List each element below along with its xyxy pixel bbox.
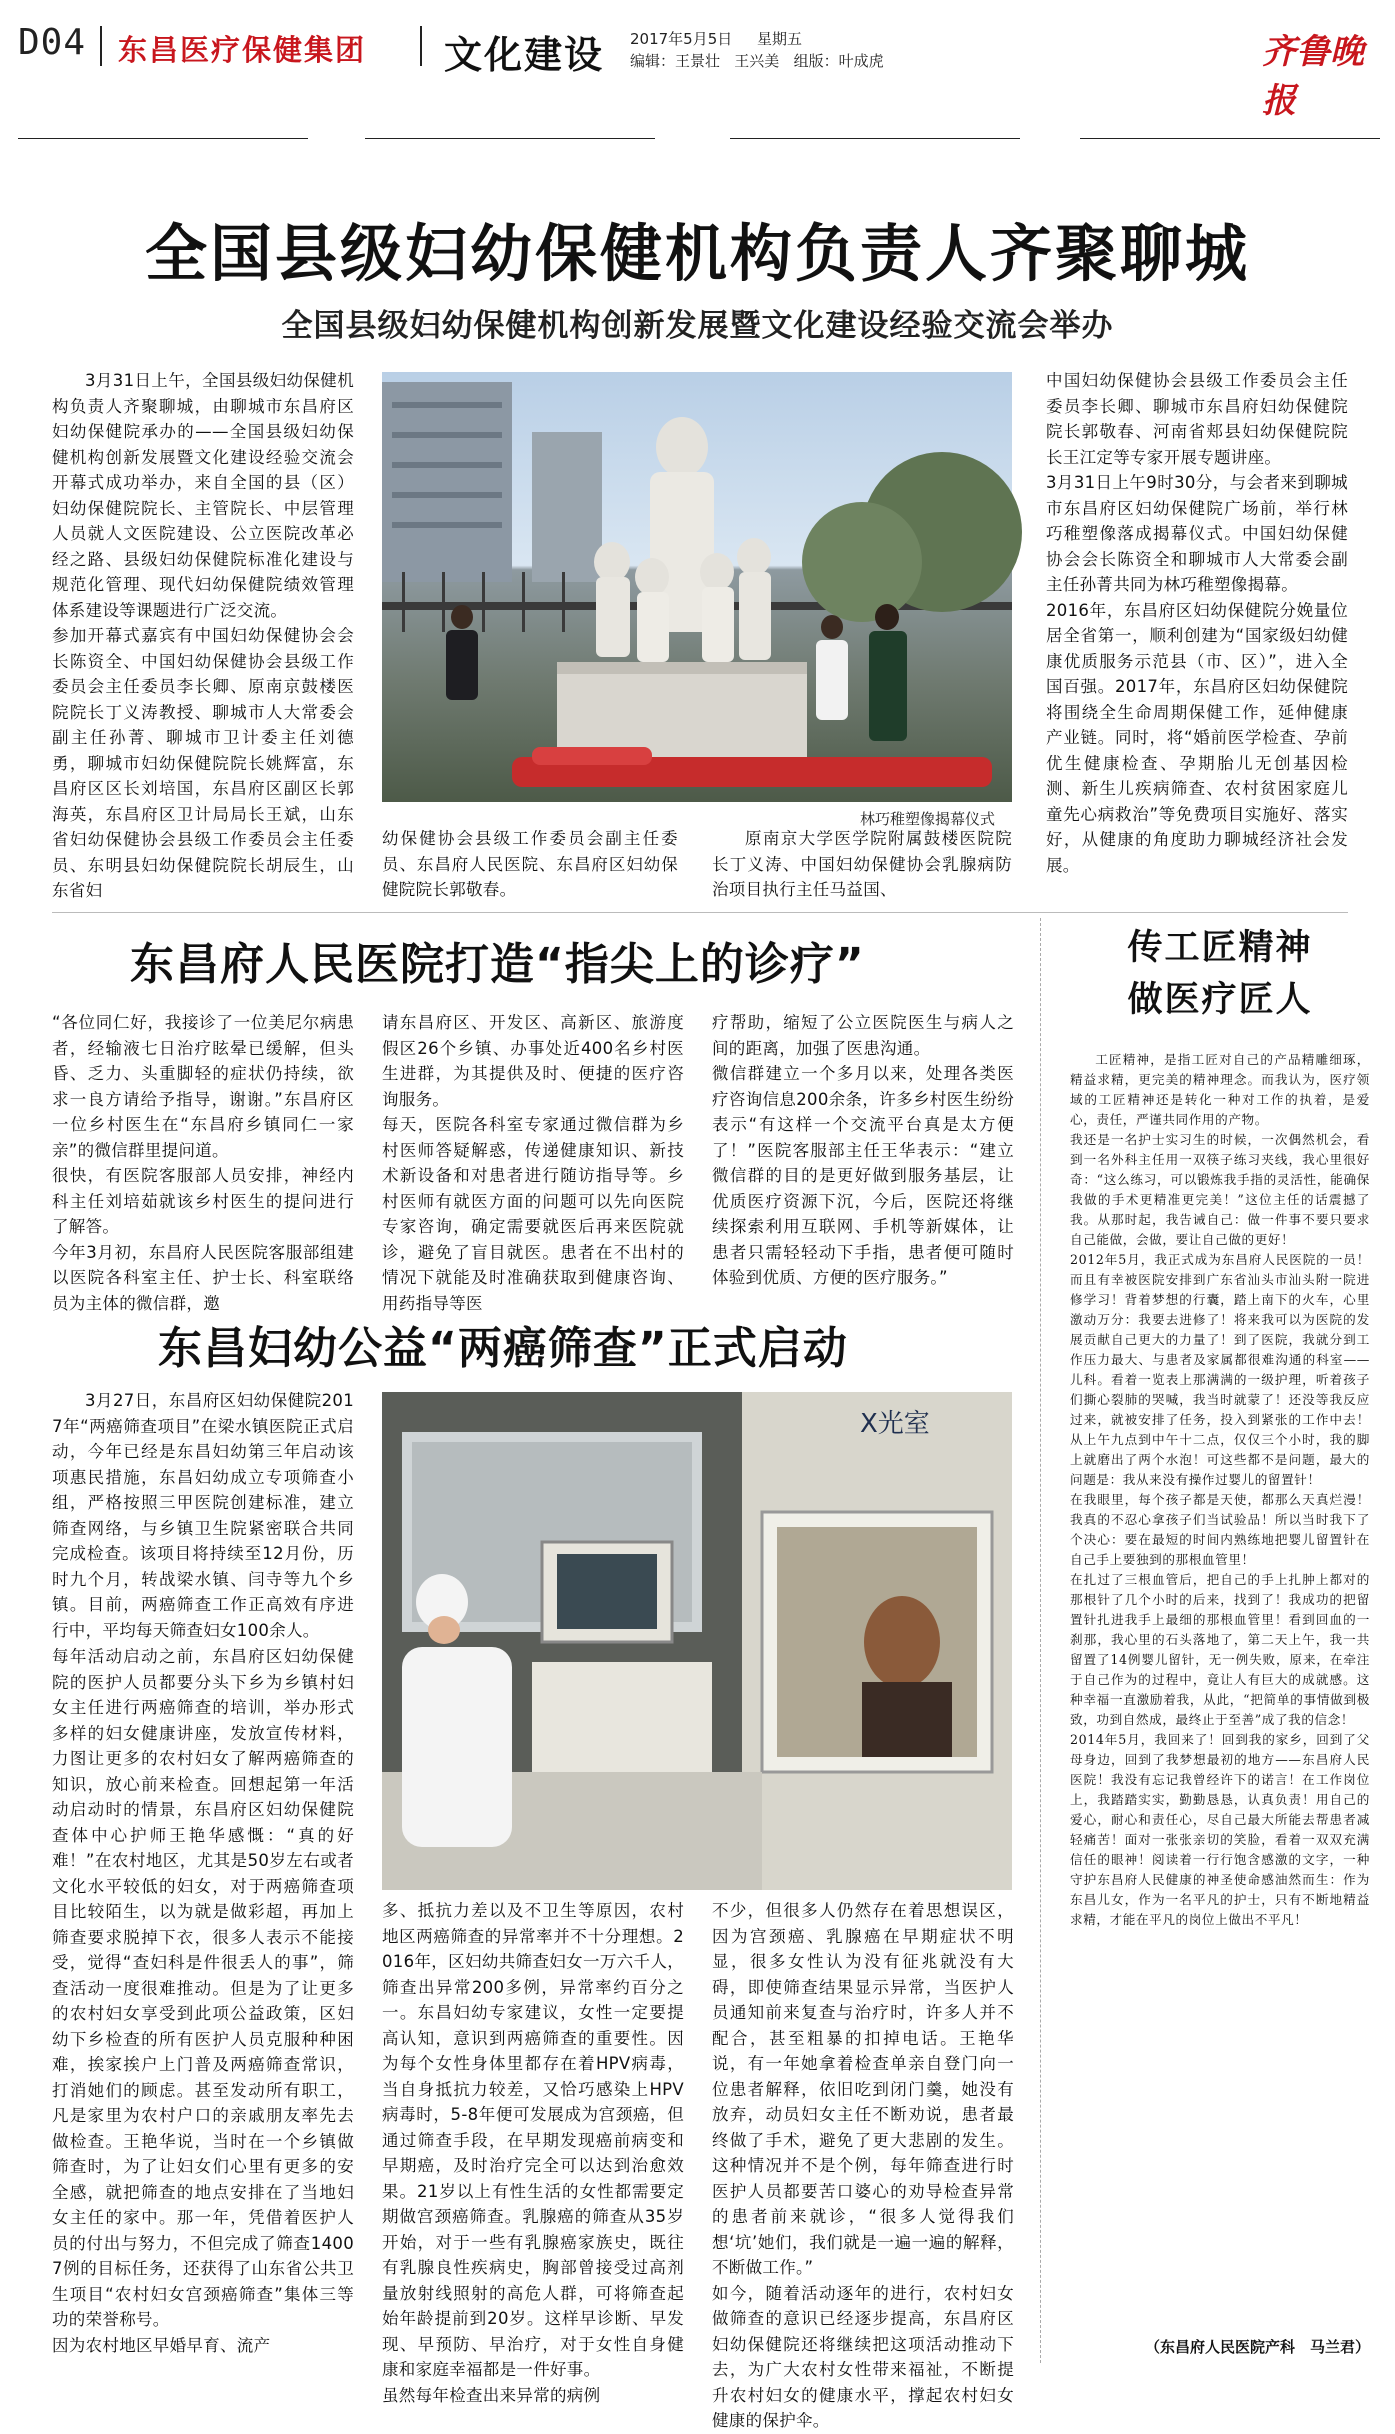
sidebar-headline-line2: 做医疗匠人 (1127, 980, 1313, 1020)
article1-bottom-rule (52, 912, 1348, 913)
article1-col4: 中国妇幼保健协会县级工作委员会主任委员李长卿、聊城市东昌府妇幼保健院院长郭敬春、河南省郏县妇幼保健院院长王江定等专家开展专题讲座。 3月31日上午9时30分，与会者来到聊城市东昌府区妇幼保健院广场前，举行林巧稚塑像落成揭幕仪式。中国妇幼保健协会会长陈资全和聊城市人大常委会副主任孙菁共同为林巧稚塑像揭幕。 2016年，东昌府区妇幼保健院分娩量位居全省第一，顺利创建为“国家级妇幼健康优质服务示范县（市、区）”，进入全国百强。2017年，东昌府区妇幼保健院将围绕全生命周期保健工作，延伸健康产业链。同时，将“婚前医学检查、孕前优生健康检查、孕期胎儿无创基因检测、新生儿疾病筛查、农村贫困家庭儿童先心病救治”等免费项目实施好、落实好，从健康的角度助力聊城经济社会发展。 (1046, 371, 1348, 875)
xray-room-sign: X光室 (860, 1409, 930, 1439)
article3-col2: 多、抵抗力差以及不卫生等原因，农村地区两癌筛查的异常率并不十分理想。2016年，区妇幼共筛查妇女一万六千人，筛查出异常200多例，异常率约百分之一。东昌妇幼专家建议，女性一定要提高认知，意识到两癌筛查的重要性。因为每个女性身体里都存在着HPV病毒，当自身抵抗力较差，又恰巧感染上HPV病毒时，5-8年便可发展成为宫颈癌，但通过筛查手段，在早期发现癌前病变和早期癌，及时治疗完全可以达到治愈效果。21岁以上有性生活的女性都需要定期做宫颈癌筛查。乳腺癌的筛查从35岁开始，对于一些有乳腺癌家族史，既往有乳腺良性疾病史，胸部曾接受过高剂量放射线照射的高危人群，可将筛查起始年龄提前到20岁。这样早诊断、早发现、早预防、早治疗，对于女性自身健康和家庭幸福都是一件好事。 虽然每年检查出来异常的病例 (382, 1901, 684, 2405)
section-brand: 东昌医疗保健集团 (118, 33, 367, 67)
paper-name-logo: 齐鲁晚报 (1262, 32, 1364, 121)
article3-headline: 东昌妇幼公益“两癌筛查”正式启动 (158, 1323, 848, 1374)
sidebar-headline-line1: 传工匠精神 (1127, 928, 1313, 968)
article1-subhead: 全国县级妇幼保健机构创新发展暨文化建设经验交流会举办 (281, 308, 1114, 344)
masthead-rule-1 (18, 138, 308, 139)
article2-col1: “各位同仁好，我接诊了一位美尼尔病患者，经输液七日治疗眩晕已缓解，但头昏、乏力、头重脚轻的症状仍持续，欲求一良方请给予指导，谢谢。”东昌府区一位乡村医生在“东昌府乡镇同仁一家亲”的微信群里提问道。 很快，有医院客服部人员安排，神经内科主任刘培茹就该乡村医生的提问进行了解答。 今年3月初，东昌府人民医院客服部组建以医院各科室主任、护士长、科室联络员为主体的微信群，邀 (52, 1013, 354, 1313)
editors-line: 编辑：王景壮 王兴美 组版：叶成虎 (630, 52, 884, 70)
article1-col1: 3月31日上午，全国县级妇幼保健机构负责人齐聚聊城，由聊城市东昌府区妇幼保健院承办的——全国县级妇幼保健机构创新发展暨文化建设经验交流会开幕式成功举办，来自全国的县（区）妇幼保健院院长、主管院长、中层管理人员就人文医院建设、公立医院改革必经之路、县级妇幼保健院标准化建设与规范化管理、现代妇幼保健院绩效管理体系建设等课题进行广泛交流。 参加开幕式嘉宾有中国妇幼保健协会会长陈资全、中国妇幼保健协会县级工作委员会主任委员李长卿、原南京鼓楼医院院长丁义涛教授、聊城市人大常委会副主任孙菁、聊城市卫计委主任刘德勇，聊城市妇幼保健院院长姚辉富，东昌府区区长刘培国，东昌府区副区长郭海英，东昌府区卫计局局长王斌，山东省妇幼保健协会县级工作委员会主任委员、东明县妇幼保健院院长胡辰生，山东省妇 (52, 371, 354, 900)
section-title: 文化建设 (444, 33, 605, 77)
sidebar-divider (1040, 918, 1041, 2363)
sidebar-body: 工匠精神，是指工匠对自己的产品精雕细琢，精益求精，更完美的精神理念。而我认为，医疗领域的工匠精神还是转化一种对工作的执着，是爱心，责任，严谨共同作用的产物。 我还是一名护士实习生的时候，一次偶然机会，看到一名外科主任用一双筷子练习夹线，我心里很好奇：“这么练习，可以锻炼我手指的灵活性，能确保我做的手术更精准更完美！”这位主任的话震撼了我。从那时起，我告诫自己：做一件事不要只要求自己能做，会做，要让自己做的更好！ 2012年5月，我正式成为东昌府人民医院的一员！而且有幸被医院安排到广东省汕头市汕头附一院进修学习！背着梦想的行囊，踏上南下的火车，心里激动万分：我要去进修了！将来我可以为医院的发展贡献自己更大的力量了！到了医院，我就分到工作压力最大、与患者及家属都很难沟通的科室——儿科。看着一览表上那满满的一级护理，听着孩子们撕心裂肺的哭喊，我当时就蒙了！还没等我反应过来，就被安排了任务，投入到紧张的工作中去！从上午九点到中午十二点，仅仅三个小时，我的脚上就磨出了两个水泡！可这些都不是问题，最大的问题是：我从来没有操作过婴儿的留置针！ 在我眼里，每个孩子都是天使，都那么天真烂漫！我真的不忍心拿孩子们当试验品！所以当时我下了个决心：要在最短的时间内熟练地把婴儿留置针在自己手上要独到的那根血管里！ 在扎过了三根血管后，把自己的手上扎肿上都对的那根针了几个小时的后来，找到了！我成功的把留置针扎进我手上最细的那根血管里！看到回血的一刹那，我心里的石头落地了，第二天上午，我一共留置了14例婴儿留针，无一例失败，原来，在牵注于自己作为的过程中，竟让人有巨大的成就感。这种幸福一直激励着我，从此，“把简单的事情做到极致，功到自然成，最终止于至善”成了我的信念！ 2014年5月，我回来了！回到我的家乡，回到了父母身边，回到了我梦想最初的地方——东昌府人民医院！我没有忘记我曾经许下的诺言！在工作岗位上，我踏踏实实，勤勤恳恳，认真负责！用自己的爱心，耐心和责任心，尽自己最大所能去帮患者减轻痛苦！面对一张张亲切的笑脸，看着一双双充满信任的眼神！阅读着一行行饱含感激的文字，一种守护东昌府人民健康的神圣使命感油然而生：作为东昌儿女，作为一名平凡的护士，只有不断地精益求精，才能在平凡的岗位上做出不平凡！ (1070, 1052, 1370, 1927)
article2-col2: 请东昌府区、开发区、高新区、旅游度假区26个乡镇、办事处近400名乡村医生进群，为其提供及时、便捷的医疗咨询服务。 每天，医院各科室专家通过微信群为乡村医师答疑解惑，传递健康知识、新技术新设备和对患者进行随访指导等。乡村医师有就医方面的问题可以先向医院专家咨询，确定需要就医后再来医院就诊，避免了盲目就医。患者在不出村的情况下就能及时准确获取到健康咨询、用药指导等医 (382, 1013, 684, 1313)
article2-headline: 东昌府人民医院打造“指尖上的诊疗” (130, 939, 865, 990)
masthead-rule-4 (1080, 138, 1380, 139)
issue-date (630, 28, 802, 49)
date-text: 2017年5月5日 (630, 30, 733, 48)
statue-scene (382, 372, 1012, 802)
masthead-rule-3 (730, 138, 1020, 139)
xray-scene (382, 1392, 1012, 1890)
sidebar-author: （东昌府人民医院产科 马兰君） (1144, 2338, 1370, 2356)
xray-room-photo (382, 1392, 1012, 1890)
article1-col2: 幼保健协会县级工作委员会副主任委员、东昌府人民医院、东昌府区妇幼保健院院长郭敬春。 (382, 829, 678, 899)
masthead-divider-2 (420, 26, 422, 66)
article3-col1b: 每年活动启动之前，东昌府区妇幼保健院的医护人员都要分头下乡为乡镇村妇女主任进行两癌筛查的培训，举办形式多样的妇女健康讲座，发放宣传材料，力图让更多的农村妇女了解两癌筛查的知识，放心前来检查。回想起第一年活动启动时的情景，东昌府区妇幼保健院查体中心护师王艳华感慨：“真的好难！”在农村地区，尤其是50岁左右或者文化水平较低的妇女，对于两癌筛查项目比较陌生，以为就是做彩超，再加上筛查要求脱掉下衣，很多人表示不能接受，觉得“查妇科是件很丢人的事”，筛查活动一度很难推动。但是为了让更多的农村妇女享受到此项公益政策，区妇幼下乡检查的所有医护人员克服种种困难，挨家挨户上门普及两癌筛查常识，打消她们的顾虑。甚至发动所有职工，凡是家里为农村户口的亲戚朋友率先去做检查。王艳华说，当时在一个乡镇做筛查时，为了让妇女们心里有更多的安全感，就把筛查的地点安排在了当地妇女主任的家中。那一年，凭借着医护人员的付出与努力，不但完成了筛查14007例的目标任务，还获得了山东省公共卫生项目“农村妇女宫颈癌筛查”集体三等功的荣誉称号。 因为农村地区早婚早育、流产 (52, 1647, 354, 2355)
article2-col3: 疗帮助，缩短了公立医院医生与病人之间的距离，加强了医患沟通。 微信群建立一个多月以来，处理各类医疗咨询信息200余条，许多乡村医生纷纷表示“有这样一个交流平台真是太方便了！”医院客服部主任王华表示：“建立微信群的目的是更好做到服务基层，让优质医疗资源下沉，今后，医院还将继续探索利用互联网、手机等新媒体，让患者只需轻轻动下手指，患者便可随时体验到优质、方便的医疗服务。” (712, 1013, 1014, 1287)
statue-photo-caption: 林巧稚塑像揭幕仪式 (860, 810, 996, 828)
article1-col3: 原南京大学医学院附属鼓楼医院院长丁义涛、中国妇幼保健协会乳腺病防治项目执行主任马益国、 (712, 829, 1012, 899)
weekday-text: 星期五 (757, 30, 803, 48)
article3-col1a: 3月27日，东昌府区妇幼保健院2017年“两癌筛查项目”在梁水镇医院正式启动，今年已经是东昌妇幼第三年启动该项惠民措施，东昌妇幼成立专项筛查小组，严格按照三甲医院创建标准，建立筛查网络，与乡镇卫生院紧密联合共同完成检查。该项目将持续至12月份，历时九个月，转战梁水镇、闫寺等九个乡镇。目前，两癌筛查工作正高效有序进行中，平均每天筛查妇女100余人。 (52, 1391, 354, 1640)
page-number: D04 (18, 22, 87, 63)
article3-col3: 不少，但很多人仍然存在着思想误区，因为宫颈癌、乳腺癌在早期症状不明显，很多女性认为没有征兆就没有大碍，即使筛查结果显示异常，当医护人员通知前来复查与治疗时，许多人并不配合，甚至粗暴的扣掉电话。王艳华说，有一年她拿着检查单亲自登门向一位患者解释，依旧吃到闭门羹，她没有放弃，动员妇女主任不断劝说，患者最终做了手术，避免了更大悲剧的发生。这种情况并不是个例，每年筛查进行时医护人员都要苦口婆心的劝导检查异常的患者前来就诊，“很多人觉得我们想‘坑’她们，我们就是一遍一遍的解释，不断做工作。” 如今，随着活动逐年的进行，农村妇女做筛查的意识已经逐步提高，东昌府区妇幼保健院还将继续把这项活动推动下去，为广大农村女性带来福祉，不断提升农村妇女的健康水平，撑起农村妇女健康的保护伞。 (712, 1901, 1014, 2430)
masthead-divider-1 (100, 26, 102, 66)
article1-headline: 全国县级妇幼保健机构负责人齐聚聊城 (144, 217, 1250, 290)
statue-photo (382, 372, 1012, 802)
masthead-rule-2 (365, 138, 655, 139)
